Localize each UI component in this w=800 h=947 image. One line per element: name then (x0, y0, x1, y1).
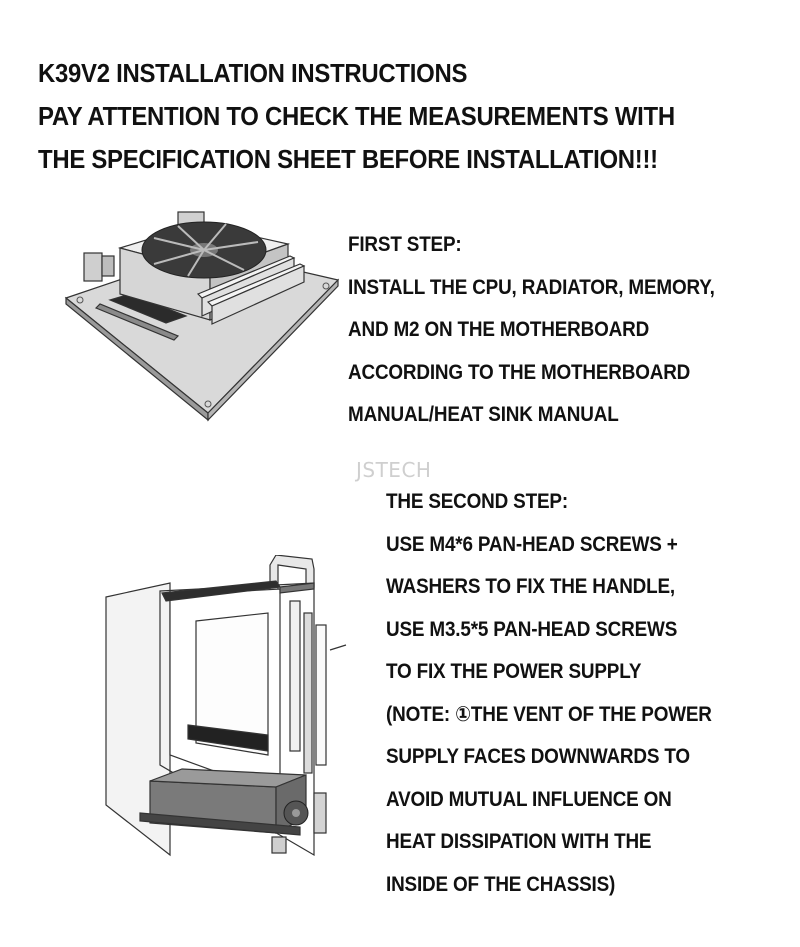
motherboard-illustration (58, 208, 348, 423)
first-step-title: FIRST STEP: (348, 233, 462, 256)
second-step-note: (NOTE: ①THE VENT OF THE POWER (386, 702, 712, 726)
first-step-line: MANUAL/HEAT SINK MANUAL (348, 403, 619, 426)
header-warning-line-1: PAY ATTENTION TO CHECK THE MEASUREMENTS WITH (38, 101, 675, 131)
second-step-note: INSIDE OF THE CHASSIS) (386, 872, 616, 896)
second-step-instructions (386, 481, 748, 906)
first-step-line: ACCORDING TO THE MOTHERBOARD (348, 360, 691, 384)
first-step-line: INSTALL THE CPU, RADIATOR, MEMORY, (348, 275, 715, 299)
second-step-line: WASHERS TO FIX THE HANDLE, (386, 575, 675, 598)
header-warning-line-2: THE SPECIFICATION SHEET BEFORE INSTALLATION!!! (38, 144, 658, 174)
instructions-header (38, 52, 788, 181)
second-step-note: AVOID MUTUAL INFLUENCE ON (386, 787, 672, 811)
second-step-note: SUPPLY FACES DOWNWARDS TO (386, 745, 690, 768)
psu-fan-icon (284, 801, 308, 825)
second-step-note: HEAT DISSIPATION WITH THE (386, 830, 652, 853)
second-step-title: THE SECOND STEP: (386, 490, 568, 513)
chassis-illustration (100, 555, 355, 885)
second-step-line: TO FIX THE POWER SUPPLY (386, 660, 642, 683)
second-step-line: USE M3.5*5 PAN-HEAD SCREWS (386, 617, 678, 641)
header-title: K39V2 INSTALLATION INSTRUCTIONS (38, 58, 468, 88)
fan-icon (142, 222, 266, 278)
watermark: JSTECH (356, 458, 432, 482)
first-step-instructions (348, 224, 755, 437)
first-step-line: AND M2 ON THE MOTHERBOARD (348, 318, 650, 341)
second-step-line: USE M4*6 PAN-HEAD SCREWS + (386, 532, 678, 556)
